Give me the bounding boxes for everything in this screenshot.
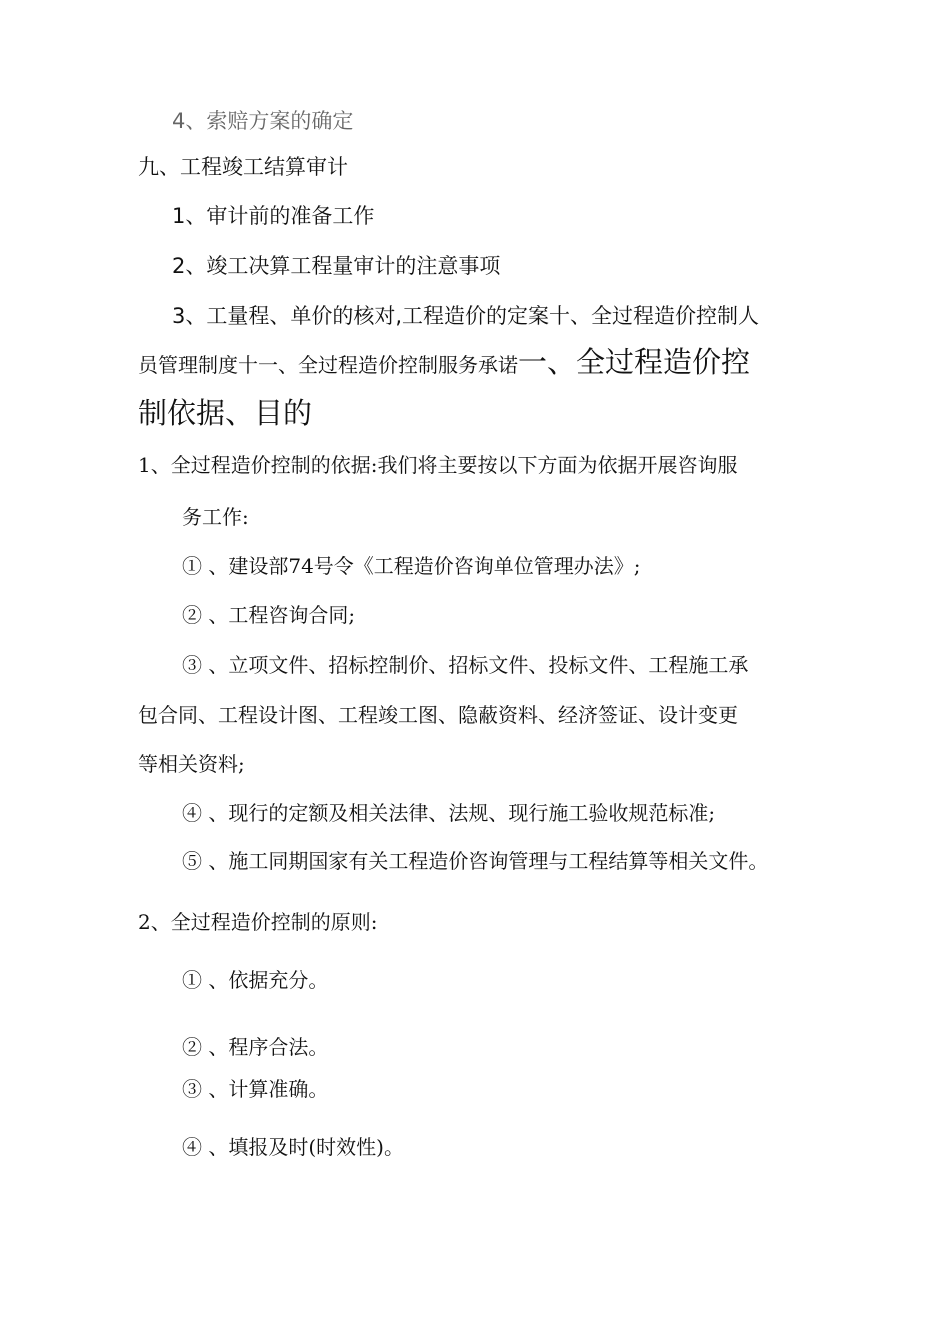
basis-item-3-line2: 包合同、工程设计图、工程竣工图、隐蔽资料、经济签证、设计变更 <box>138 703 738 727</box>
section-9-title: 九、工程竣工结算审计 <box>138 155 348 179</box>
principle-item-3: ③ 、计算准确。 <box>182 1077 329 1101</box>
basis-item-3-line3: 等相关资料; <box>138 752 245 776</box>
outline-item-9-3-continuation: 员管理制度十一、全过程造价控制服务承诺 <box>138 353 518 377</box>
outline-item-9-1: 1、审计前的准备工作 <box>172 204 375 228</box>
basis-intro: 1、全过程造价控制的依据:我们将主要按以下方面为依据开展咨询服 <box>138 453 738 477</box>
basis-item-2: ② 、工程咨询合同; <box>182 603 356 627</box>
outline-item-9-2: 2、竣工决算工程量审计的注意事项 <box>172 254 501 278</box>
principle-item-2: ② 、程序合法。 <box>182 1035 329 1059</box>
basis-item-4: ④ 、现行的定额及相关法律、法规、现行施工验收规范标准; <box>182 801 716 825</box>
outline-item-9-3: 3、工量程、单价的核对,工程造价的定案十、全过程造价控制人 <box>172 304 760 328</box>
principles-title: 2、全过程造价控制的原则: <box>138 910 378 934</box>
basis-item-3: ③ 、立项文件、招标控制价、招标文件、投标文件、工程施工承 <box>182 653 749 677</box>
section-1-heading-part1: 一、全过程造价控 <box>518 345 751 379</box>
basis-intro-continuation: 务工作: <box>182 505 249 529</box>
outline-mixed-line <box>138 345 750 380</box>
basis-item-5: ⑤ 、施工同期国家有关工程造价咨询管理与工程结算等相关文件。 <box>182 849 769 873</box>
outline-item-4: 4、索赔方案的确定 <box>172 109 354 133</box>
principle-item-4: ④ 、填报及时(时效性)。 <box>182 1135 404 1159</box>
section-1-heading-part2: 制依据、目的 <box>138 396 313 430</box>
principle-item-1: ① 、依据充分。 <box>182 968 329 992</box>
basis-item-1: ① 、建设部74号令《工程造价咨询单位管理办法》; <box>182 554 641 578</box>
